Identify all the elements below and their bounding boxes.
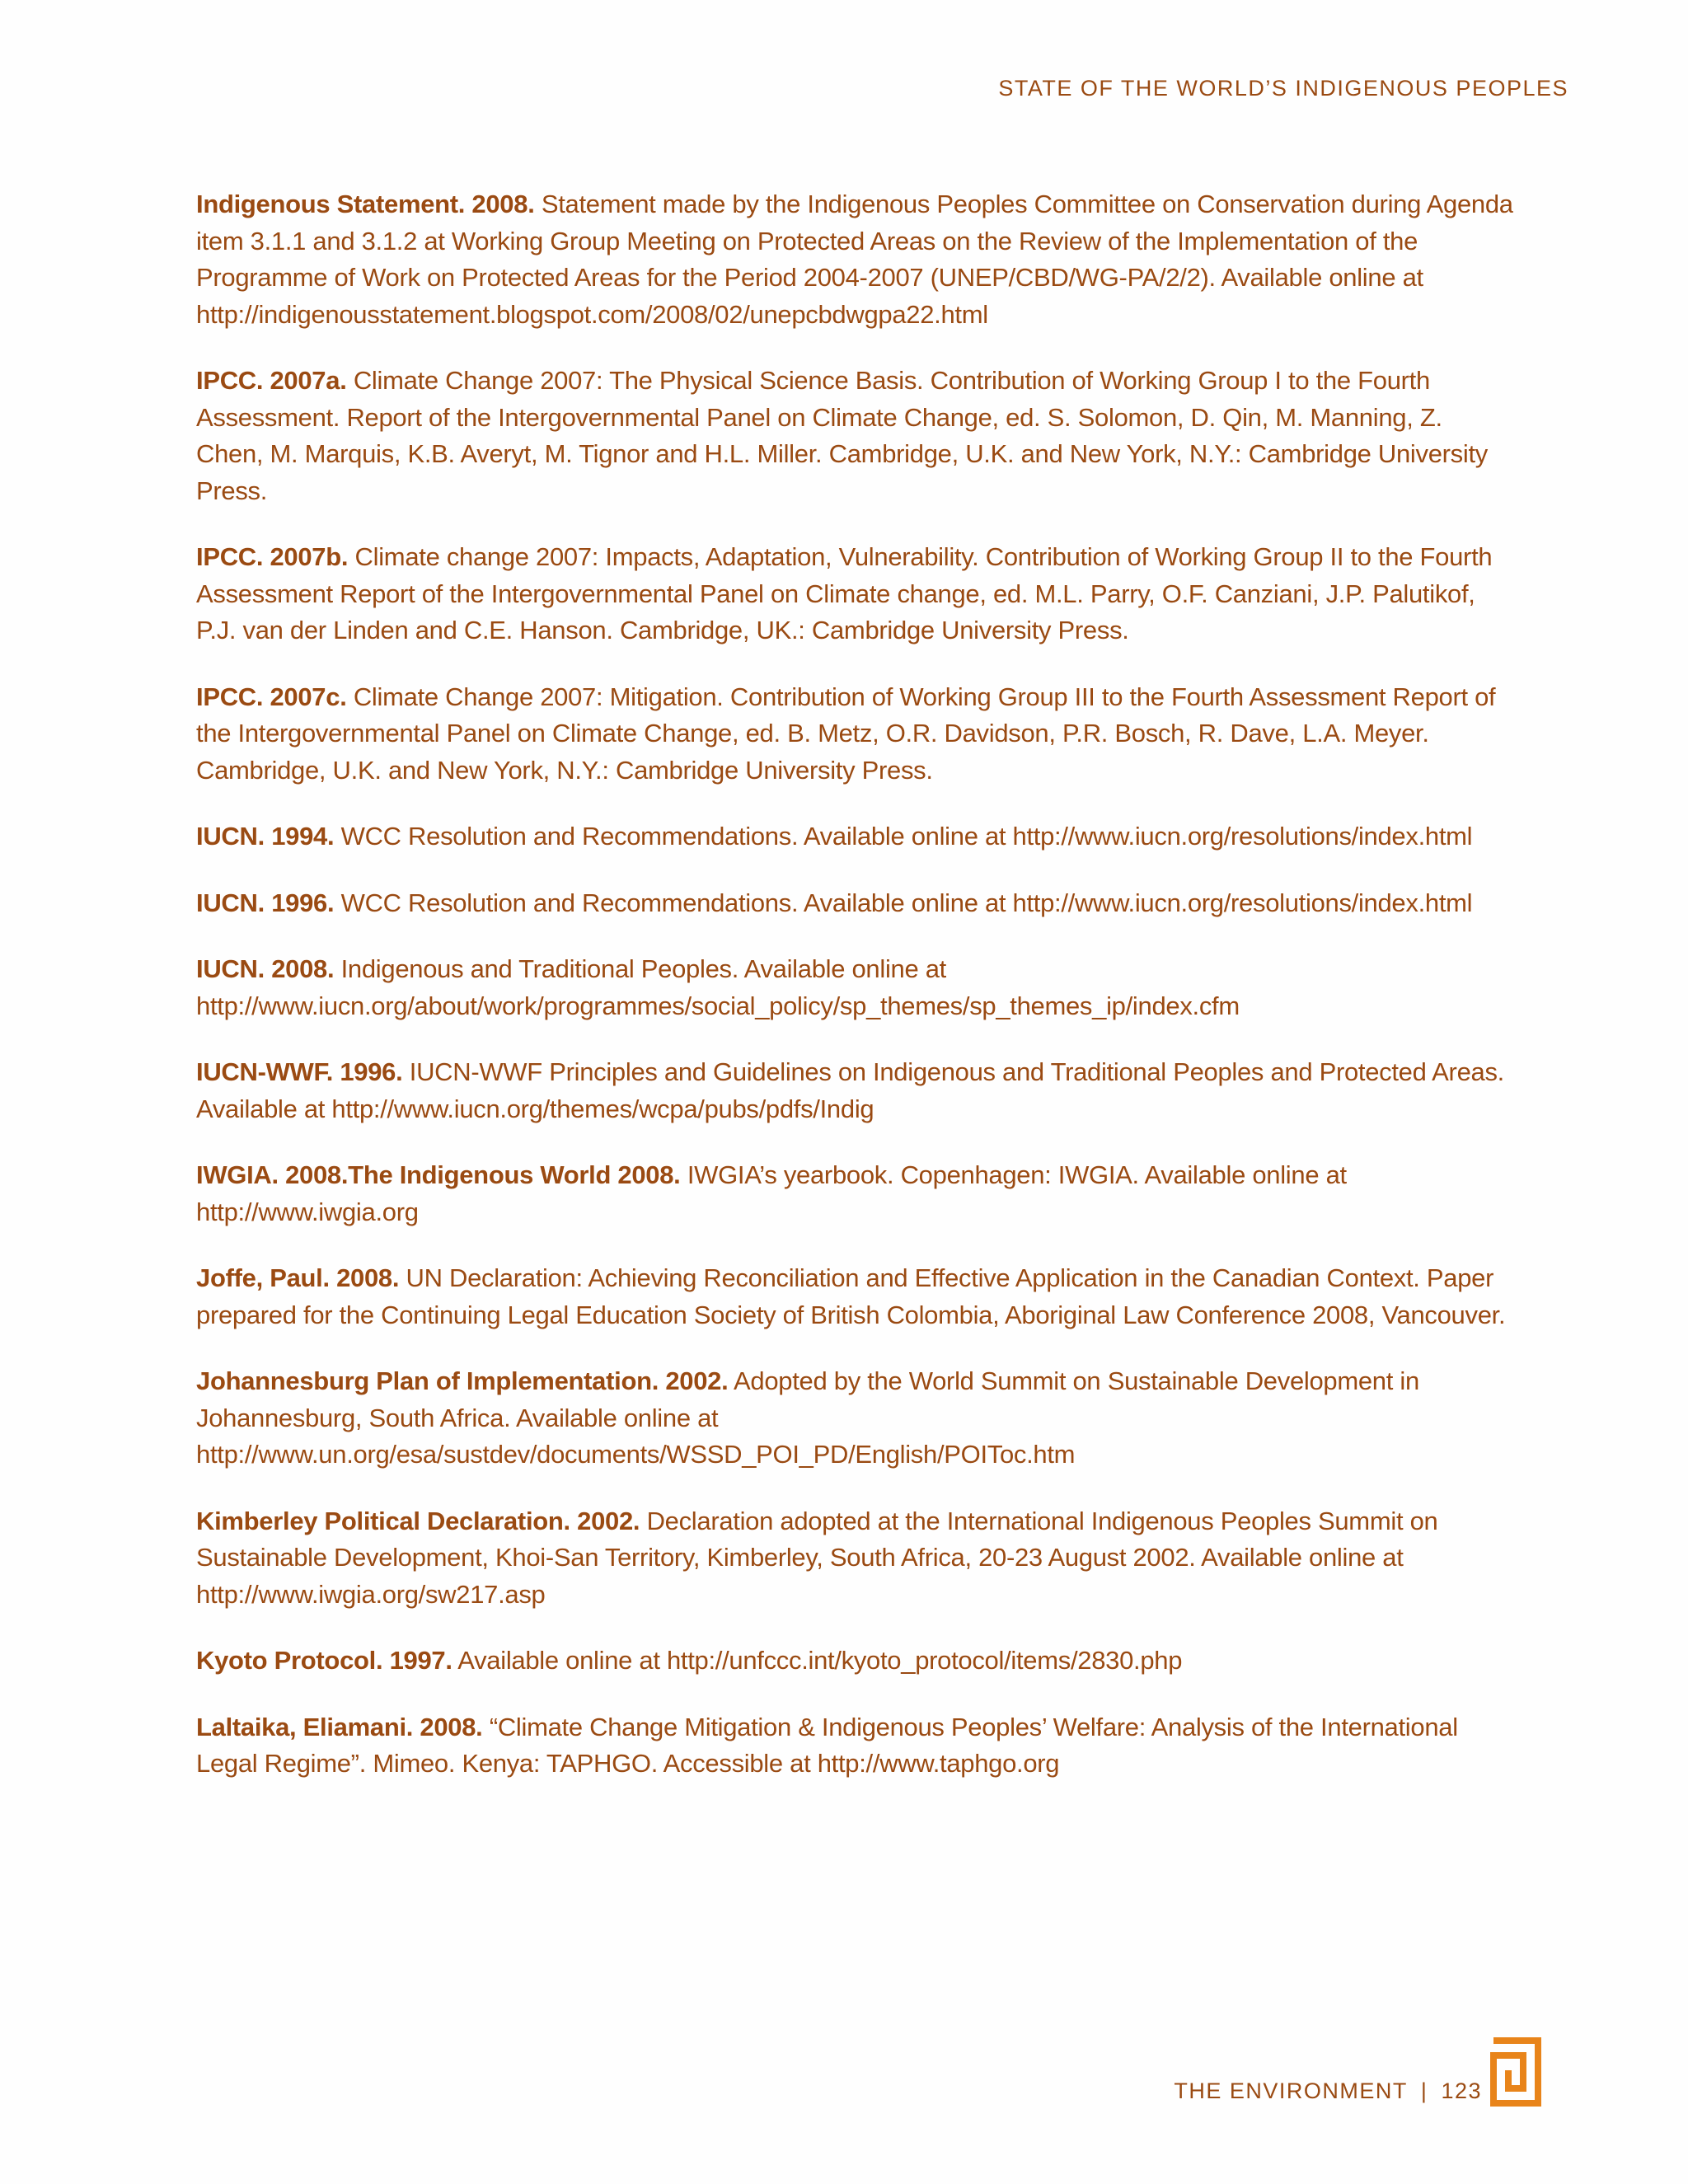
reference-entry bbox=[196, 951, 1515, 1024]
reference-key: IUCN-WWF. 1996. bbox=[196, 1057, 403, 1086]
reference-key: IPCC. 2007b. bbox=[196, 542, 349, 571]
footer-separator: | bbox=[1420, 2079, 1428, 2103]
reference-key: IUCN. 1996. bbox=[196, 888, 335, 917]
running-head: STATE OF THE WORLD’S INDIGENOUS PEOPLES bbox=[998, 76, 1568, 101]
reference-text: UN Declaration: Achieving Reconciliation and Effective Application in the Canadian Context. Paper prepared for the Continuing Legal Education Society of British Colombia, Aboriginal Law Conference 2008, Vancouver. bbox=[196, 1263, 1506, 1329]
reference-text: “Climate Change Mitigation & Indigenous Peoples’ Welfare: Analysis of the International Legal Regime”. Mimeo. Kenya: TAPHGO. Accessible at http://www.taphgo.org bbox=[196, 1712, 1458, 1778]
footer-section-title: THE ENVIRONMENT bbox=[1174, 2079, 1408, 2103]
reference-text: IUCN-WWF Principles and Guidelines on Indigenous and Traditional Peoples and Protected Areas. Available at http://www.iucn.org/themes/wcpa/pubs/pdfs/Indig bbox=[196, 1057, 1504, 1123]
reference-key: IPCC. 2007a. bbox=[196, 366, 347, 395]
reference-entry bbox=[196, 1709, 1515, 1783]
reference-text: WCC Resolution and Recommendations. Available online at http://www.iucn.org/resolutions/index.html bbox=[340, 822, 1473, 851]
reference-entry bbox=[196, 539, 1515, 649]
reference-key: IUCN. 2008. bbox=[196, 954, 335, 983]
reference-entry bbox=[196, 1503, 1515, 1614]
page-number: 123 bbox=[1441, 2079, 1482, 2103]
reference-entry bbox=[196, 679, 1515, 790]
reference-text: WCC Resolution and Recommendations. Available online at http://www.iucn.org/resolutions/index.html bbox=[340, 888, 1473, 917]
reference-text: IWGIA’s yearbook. Copenhagen: IWGIA. Available online at http://www.iwgia.org bbox=[196, 1160, 1347, 1226]
reference-entry bbox=[196, 363, 1515, 509]
reference-key: Kyoto Protocol. 1997. bbox=[196, 1646, 452, 1675]
reference-text: Climate Change 2007: Mitigation. Contribution of Working Group III to the Fourth Assessment Report of the Intergovernmental Panel on Climate Change, ed. B. Metz, O.R. Davidson, P.R. Bosch, R. Dave, L.A. Meyer. Cambridge, U.K. and New York, N.Y.: Cambridge University Press. bbox=[196, 682, 1496, 785]
reference-key: IWGIA. 2008.The Indigenous World 2008. bbox=[196, 1160, 681, 1189]
reference-entry bbox=[196, 885, 1515, 922]
reference-key: Joffe, Paul. 2008. bbox=[196, 1263, 400, 1292]
greek-key-spiral-logo-icon bbox=[1490, 2037, 1541, 2107]
reference-entry bbox=[196, 186, 1515, 333]
reference-key: IUCN. 1994. bbox=[196, 822, 335, 851]
reference-entry bbox=[196, 1363, 1515, 1474]
reference-key: Laltaika, Eliamani. 2008. bbox=[196, 1712, 483, 1741]
reference-text: Adopted by the World Summit on Sustainable Development in Johannesburg, South Africa. Available online at http://www.un.org/esa/sustdev/documents/WSSD_POI_PD/English/POIToc.htm bbox=[196, 1366, 1419, 1469]
page-footer bbox=[1174, 2079, 1482, 2104]
reference-key: Kimberley Political Declaration. 2002. bbox=[196, 1506, 640, 1535]
reference-text: Statement made by the Indigenous Peoples Committee on Conservation during Agenda item 3.1.1 and 3.1.2 at Working Group Meeting on Protected Areas on the Review of the Implementation of the Programme of Work on Protected Areas for the Period 2004-2007 (UNEP/CBD/WG-PA/2/2). Available online at http://indigenousstatement.blogspot.com/2008/02/unepcbdwgpa22.html bbox=[196, 190, 1513, 329]
reference-key: Indigenous Statement. 2008. bbox=[196, 190, 535, 218]
reference-text: Declaration adopted at the International Indigenous Peoples Summit on Sustainable Development, Khoi-San Territory, Kimberley, South Africa, 20-23 August 2002. Available online at http://www.iwgia.org/sw217.asp bbox=[196, 1506, 1438, 1609]
reference-entry bbox=[196, 1054, 1515, 1127]
reference-text: Available online at http://unfccc.int/kyoto_protocol/items/2830.php bbox=[457, 1646, 1183, 1675]
reference-entry bbox=[196, 1157, 1515, 1230]
reference-list bbox=[196, 186, 1515, 1812]
reference-entry bbox=[196, 1260, 1515, 1333]
reference-key: Johannesburg Plan of Implementation. 2002. bbox=[196, 1366, 729, 1395]
reference-entry bbox=[196, 818, 1515, 855]
reference-text: Indigenous and Traditional Peoples. Available online at http://www.iucn.org/about/work/programmes/social_policy/sp_themes/sp_themes_ip/index.cfm bbox=[196, 954, 1240, 1020]
reference-text: Climate change 2007: Impacts, Adaptation, Vulnerability. Contribution of Working Group II to the Fourth Assessment Report of the Intergovernmental Panel on Climate change, ed. M.L. Parry, O.F. Canziani, J.P. Palutikof, P.J. van der Linden and C.E. Hanson. Cambridge, UK.: Cambridge University Press. bbox=[196, 542, 1493, 644]
reference-entry bbox=[196, 1643, 1515, 1680]
reference-text: Climate Change 2007: The Physical Science Basis. Contribution of Working Group I to the Fourth Assessment. Report of the Intergovernmental Panel on Climate Change, ed. S. Solomon, D. Qin, M. Manning, Z. Chen, M. Marquis, K.B. Averyt, M. Tignor and H.L. Miller. Cambridge, U.K. and New York, N.Y.: Cambridge University Press. bbox=[196, 366, 1488, 505]
reference-key: IPCC. 2007c. bbox=[196, 682, 347, 711]
